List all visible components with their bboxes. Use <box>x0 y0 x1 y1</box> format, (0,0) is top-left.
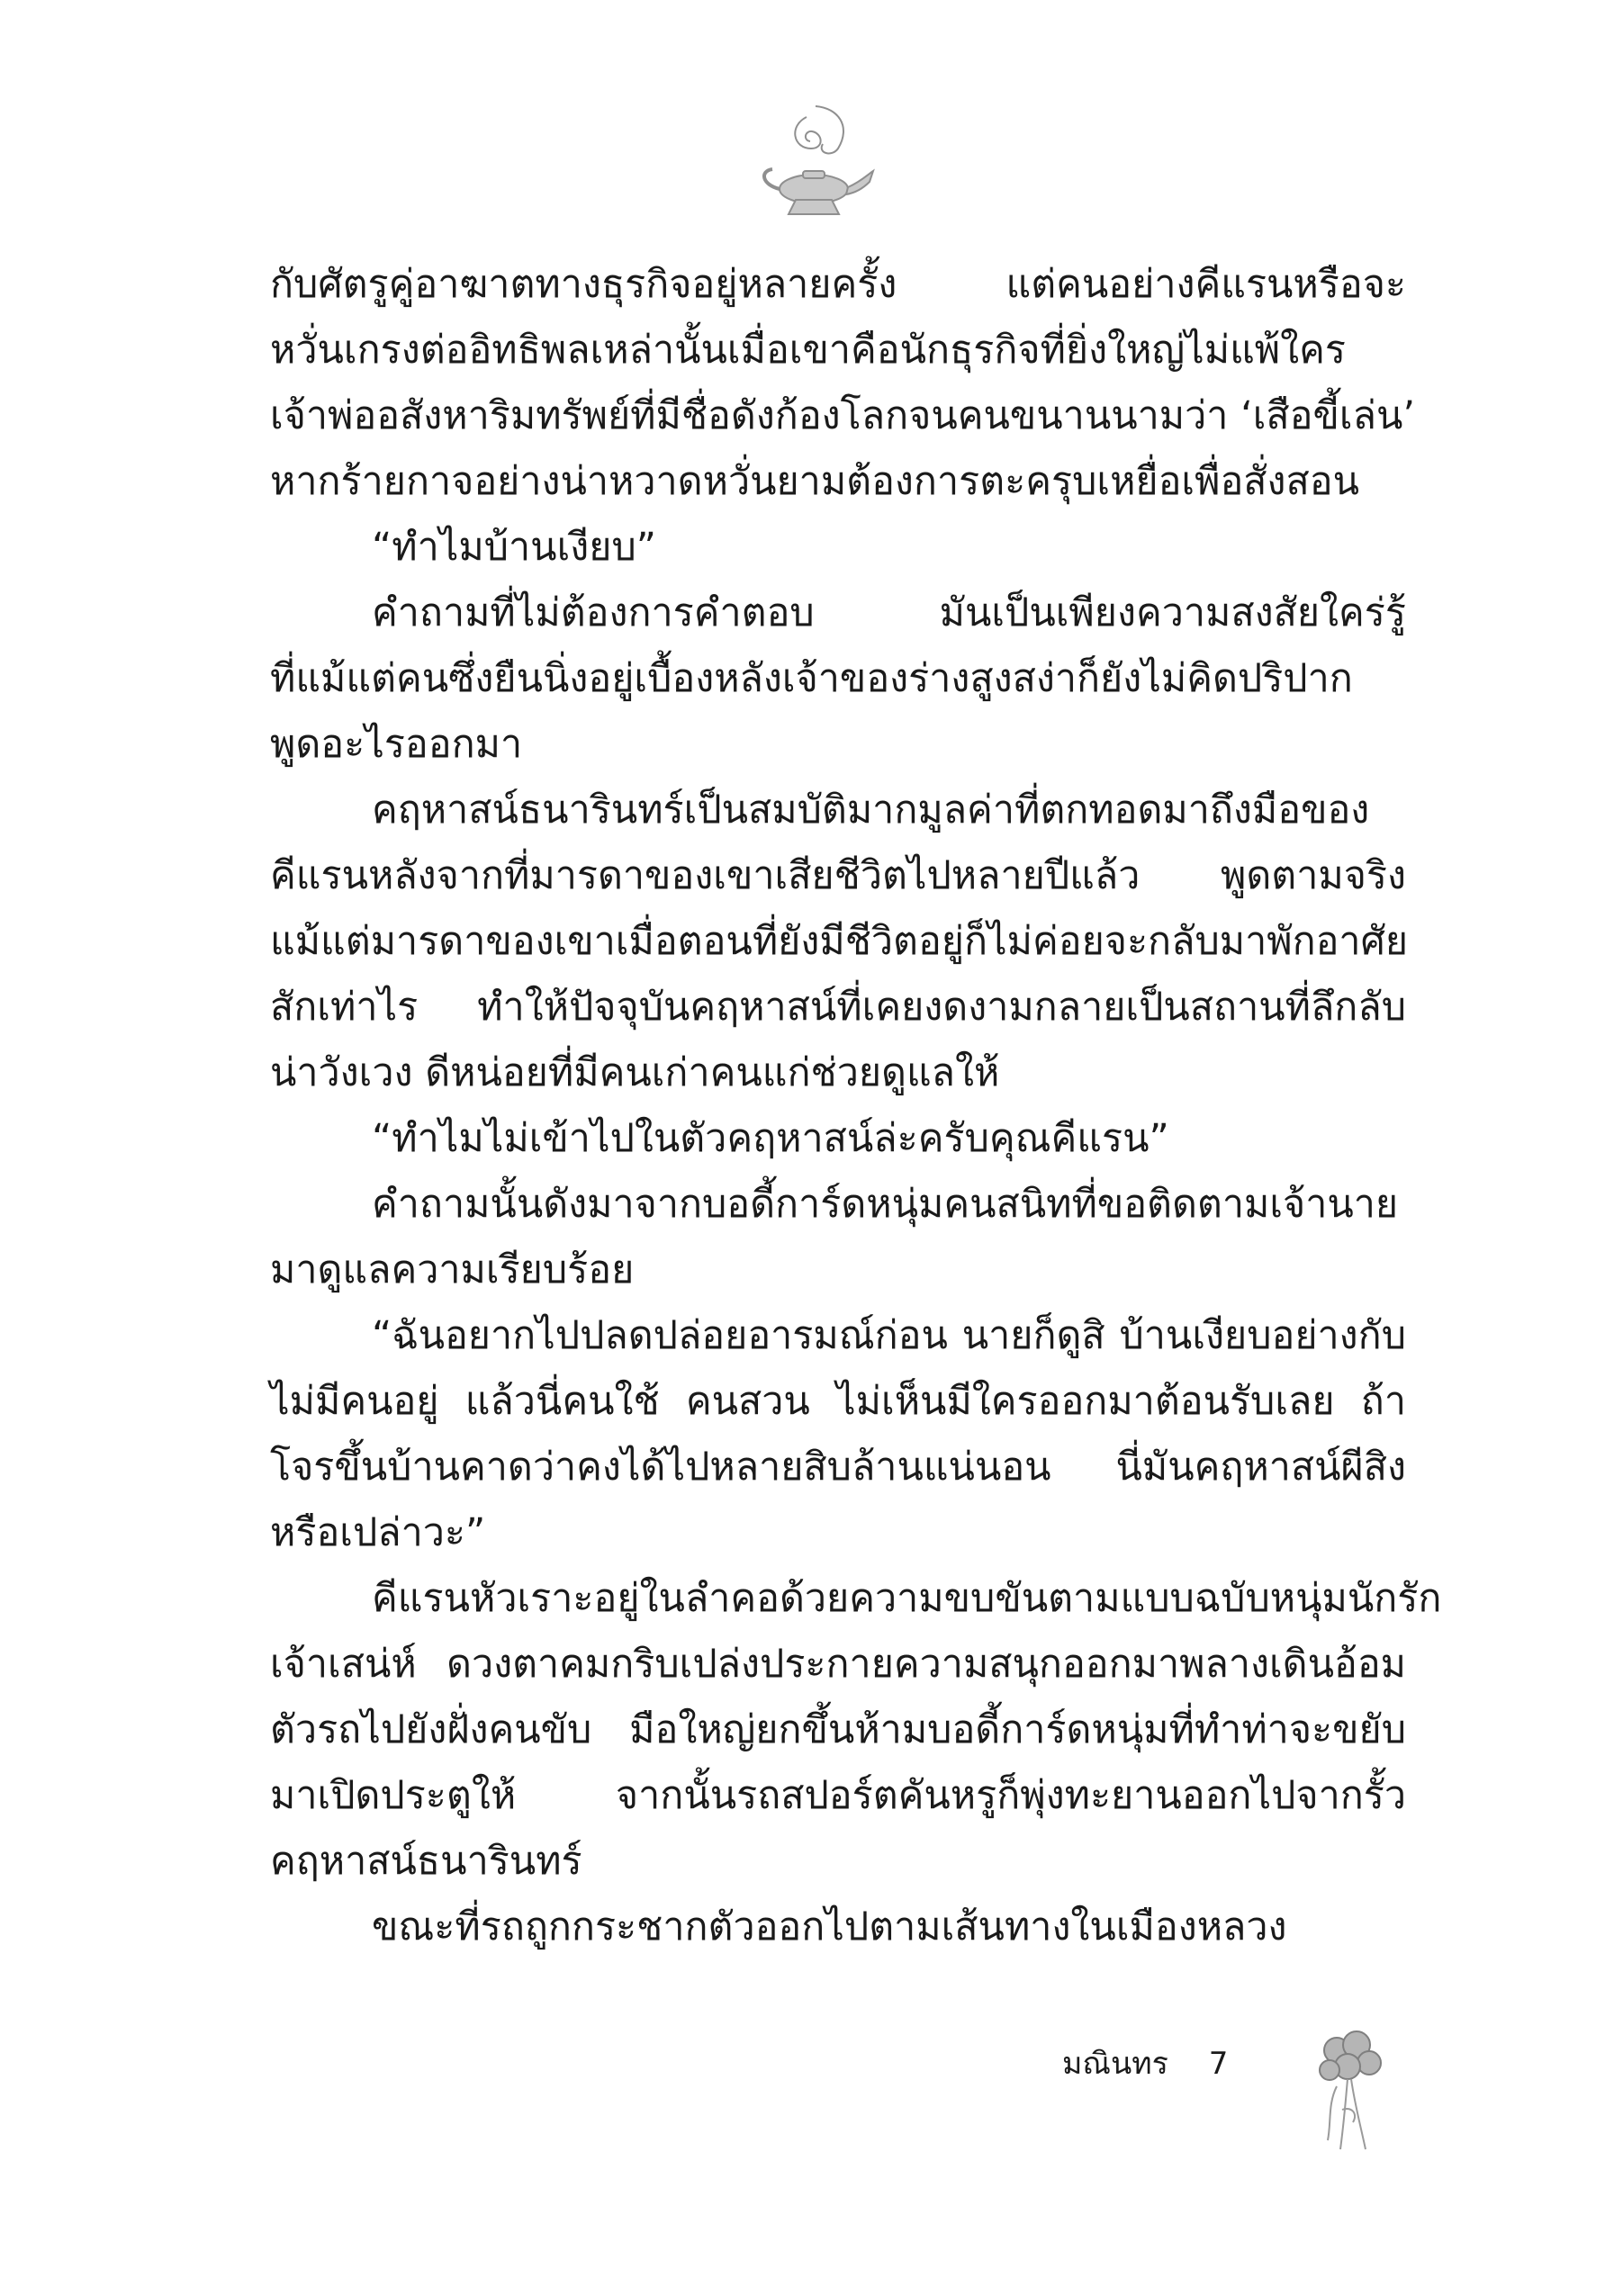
text-line: ขณะที่รถถูกกระชากตัวออกไปตามเส้นทางในเมืองหลวง <box>372 1904 1287 1949</box>
text-line: “ทำไมไม่เข้าไปในตัวคฤหาสน์ล่ะครับคุณคีแรน” <box>372 1116 1169 1161</box>
text-line: เจ้าเสน่ห์ ดวงตาคมกริบเปล่งประกายความสนุกออกมาพลางเดินอ้อม <box>270 1642 1406 1687</box>
text-line: โจรขึ้นบ้านคาดว่าคงได้ไปหลายสิบล้านแน่นอน นี่มันคฤหาสน์ผีสิง <box>270 1445 1406 1490</box>
text-line: คีแรนหลังจากที่มารดาของเขาเสียชีวิตไปหลายปีแล้ว พูดตามจริง <box>270 853 1406 898</box>
text-line: มาเปิดประตูให้ จากนั้นรถสปอร์ตคันหรูก็พุ่งทะยานออกไปจากรั้ว <box>270 1773 1406 1818</box>
text-line: คำถามนั้นดังมาจากบอดี้การ์ดหนุ่มคนสนิทที่ขอติดตามเจ้านาย <box>372 1182 1399 1227</box>
text-line: พูดอะไรออกมา <box>270 722 523 767</box>
text-line: แม้แต่มารดาของเขาเมื่อตอนที่ยังมีชีวิตอยู่ก็ไม่ค่อยจะกลับมาพักอาศัย <box>270 919 1409 964</box>
text-line: ตัวรถไปยังฝั่งคนขับ มือใหญ่ยกขึ้นห้ามบอดี้การ์ดหนุ่มที่ทำท่าจะขยับ <box>270 1707 1406 1752</box>
text-line: คีแรนหัวเราะอยู่ในลำคอด้วยความขบขันตามแบบฉบับหนุ่มนักรัก <box>372 1576 1442 1621</box>
text-line: กับศัตรูคู่อาฆาตทางธุรกิจอยู่หลายครั้ง แต่คนอย่างคีแรนหรือจะ <box>270 262 1406 307</box>
text-line: “ฉันอยากไปปลดปล่อยอารมณ์ก่อน นายก็ดูสิ บ้านเงียบอย่างกับ <box>372 1313 1406 1358</box>
text-line: ที่แม้แต่คนซึ่งยืนนิ่งอยู่เบื้องหลังเจ้าของร่างสูงสง่าก็ยังไม่คิดปริปาก <box>270 656 1353 701</box>
text-line: คำถามที่ไม่ต้องการคำตอบ มันเป็นเพียงความสงสัยใคร่รู้ <box>372 590 1406 635</box>
page-body-text <box>270 252 1442 1960</box>
text-line: ไม่มีคนอยู่ แล้วนี่คนใช้ คนสวน ไม่เห็นมีใครออกมาต้อนรับเลย ถ้า <box>270 1379 1406 1424</box>
page-footer <box>1062 2039 1228 2087</box>
flower-bouquet-icon <box>1301 2023 1400 2158</box>
text-line: “ทำไมบ้านเงียบ” <box>372 525 657 570</box>
genie-lamp-icon <box>753 99 879 234</box>
text-line: สักเท่าไร ทำให้ปัจจุบันคฤหาสน์ที่เคยงดงามกลายเป็นสถานที่ลึกลับ <box>270 985 1406 1030</box>
text-line: เจ้าพ่ออสังหาริมทรัพย์ที่มีชื่อดังก้องโลกจนคนขนานนามว่า ‘เสือขี้เล่น’ <box>270 393 1416 438</box>
text-line: หากร้ายกาจอย่างน่าหวาดหวั่นยามต้องการตะครุบเหยื่อเพื่อสั่งสอน <box>270 459 1360 504</box>
page-number: 7 <box>1208 2046 1229 2082</box>
book-title: มณินทร <box>1062 2046 1168 2082</box>
text-line: มาดูแลความเรียบร้อย <box>270 1247 635 1292</box>
text-line: คฤหาสน์ธนารินทร์เป็นสมบัติมากมูลค่าที่ตกทอดมาถึงมือของ <box>372 788 1370 833</box>
text-line: หรือเปล่าวะ” <box>270 1510 486 1555</box>
text-line: หวั่นเกรงต่ออิทธิพลเหล่านั้นเมื่อเขาคือนักธุรกิจที่ยิ่งใหญ่ไม่แพ้ใคร <box>270 328 1346 373</box>
text-line: คฤหาสน์ธนารินทร์ <box>270 1839 582 1884</box>
text-line: น่าวังเวง ดีหน่อยที่มีคนเก่าคนแก่ช่วยดูแลให้ <box>270 1050 1000 1095</box>
